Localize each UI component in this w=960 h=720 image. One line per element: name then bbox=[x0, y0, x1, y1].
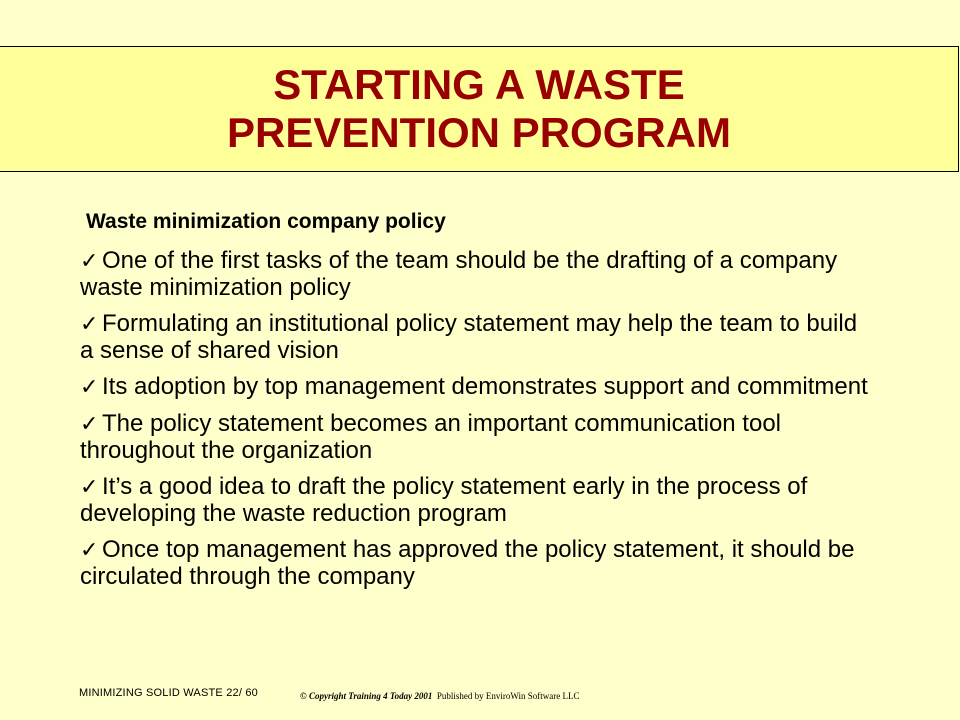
publisher-text: Published by EnviroWin Software LLC bbox=[436, 691, 580, 701]
checkmark-icon: ✓ bbox=[80, 375, 99, 400]
bullet-text: It’s a good idea to draft the policy statement early in the process of developing the waste reduction program bbox=[80, 473, 808, 527]
bullet-item bbox=[80, 374, 870, 401]
bullet-text: The policy statement becomes an important communication tool throughout the organization bbox=[80, 410, 781, 464]
checkmark-icon: ✓ bbox=[80, 249, 99, 274]
bullet-item bbox=[80, 537, 870, 590]
bullet-item bbox=[80, 411, 870, 464]
bullet-text: Formulating an institutional policy statement may help the team to build a sense of shared vision bbox=[80, 310, 858, 364]
bullet-text: One of the first tasks of the team should be the drafting of a company waste minimization policy bbox=[80, 247, 838, 301]
bullet-text: Its adoption by top management demonstrates support and commitment bbox=[102, 373, 868, 400]
checkmark-icon: ✓ bbox=[80, 312, 99, 337]
copyright-footer bbox=[300, 690, 579, 702]
bullet-item bbox=[80, 474, 870, 527]
slide-title-line-2: PREVENTION PROGRAM bbox=[226, 109, 732, 156]
course-page-footer: MINIMIZING SOLID WASTE 22/ 60 bbox=[79, 687, 258, 699]
bullet-text: Once top management has approved the policy statement, it should be circulated through the company bbox=[80, 536, 855, 590]
copyright-text: © Copyright Training 4 Today 2001 bbox=[300, 691, 433, 701]
title-box bbox=[0, 46, 959, 172]
section-subtitle: Waste minimization company policy bbox=[86, 210, 446, 233]
checkmark-icon: ✓ bbox=[80, 475, 99, 500]
bullet-item bbox=[80, 311, 870, 364]
bullet-item bbox=[80, 248, 870, 301]
checkmark-icon: ✓ bbox=[80, 538, 99, 563]
checkmark-icon: ✓ bbox=[80, 412, 99, 437]
bullet-list bbox=[80, 248, 870, 600]
slide-title-line-1: STARTING A WASTE bbox=[273, 61, 685, 108]
